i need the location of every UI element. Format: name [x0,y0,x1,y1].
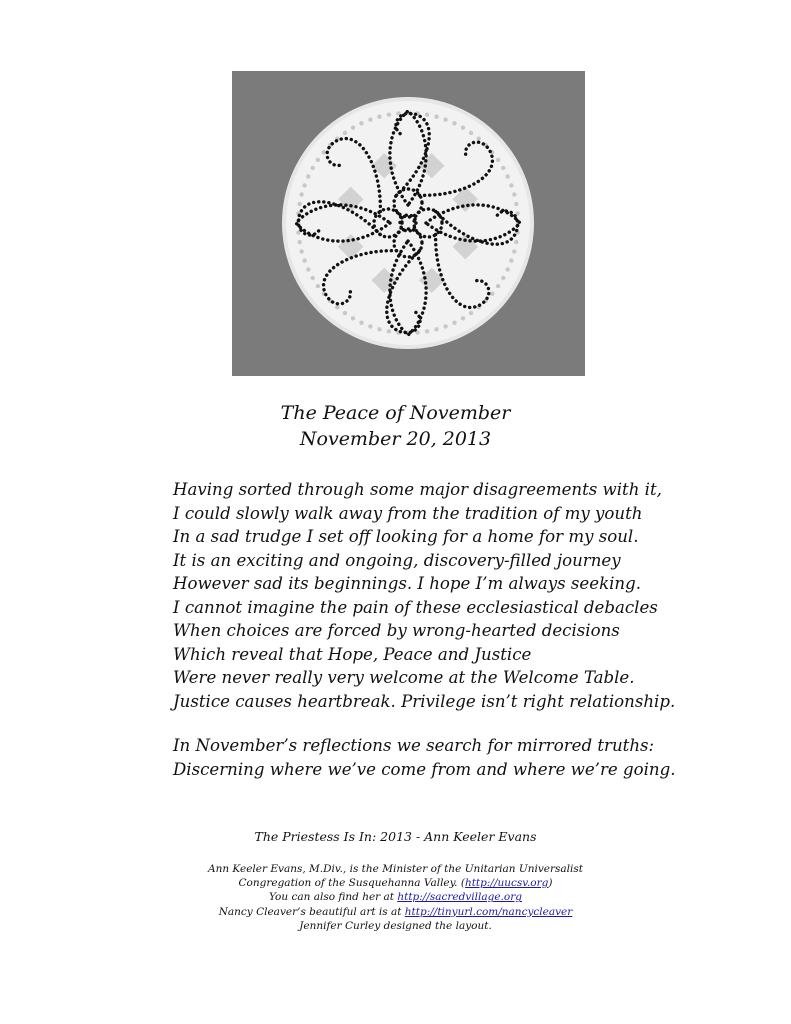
mandala-ring-dot [387,113,391,117]
mandala-ring-dot [501,166,505,170]
poem-date: November 20, 2013 [299,428,492,450]
mandala-ring-dot [434,327,438,331]
mandala-ring-dot [322,150,326,154]
stanza-break [173,713,773,734]
mandala-ring-dot [434,115,438,119]
credit-congregation-text: Congregation of the Susquehanna Valley. ( [238,877,465,890]
mandala-ring-dot [306,174,310,178]
mandala-ring-dot [509,183,513,187]
poem-line: Were never really very welcome at the Welcome Table. [173,668,635,687]
poem-line: Justice causes heartbreak. Privilege isn’t right relationship. [173,691,676,711]
mandala-ring-dot [512,192,516,196]
credit-congregation-close: ) [548,877,553,890]
poem-line: In a sad trudge I set off looking for a home for my soul. [173,527,639,546]
mandala-ring-dot [496,284,500,288]
poem-line: When choices are forced by wrong-hearted decisions [173,621,620,640]
mandala-ring-dot [343,131,347,135]
credit-find-her-text: You can also find her at [269,891,398,904]
mandala-ring-dot [509,258,513,262]
mandala-ring-dot [425,113,429,117]
mandala-ring-dot [443,117,447,121]
mandala-ring-dot [300,192,304,196]
uucsv-link[interactable]: http://uucsv.org [464,877,549,890]
credit-find-her [0,890,791,904]
mandala-ring-dot [443,324,447,328]
mandala-drawing [232,71,585,376]
credit-minister: Ann Keeler Evans, M.Div., is the Minister of the Unitarian Universalist [207,863,583,875]
mandala-ring-dot [343,311,347,315]
mandala-ring-dot [316,158,320,162]
sacredvillage-link[interactable]: http://sacredvillage.org [397,891,522,904]
mandala-ring-dot [316,284,320,288]
poem-line: However sad its beginnings. I hope I’m always seeking. [173,574,642,593]
credits-block [0,862,791,933]
credit-art-text: Nancy Cleaver’s beautiful art is at [218,905,405,918]
mandala-ring-dot [377,327,381,331]
mandala-ring-dot [425,329,429,333]
poem-line: In November’s reflections we search for mirrored truths: [173,736,655,755]
poem-body [173,478,773,781]
nancycleaver-link[interactable]: http://tinyurl.com/nancycleaver [404,905,573,918]
mandala-ring-dot [311,276,315,280]
credit-congregation [0,876,791,890]
mandala-ring-dot [514,240,518,244]
mandala-ring-dot [452,121,456,125]
mandala-ring-dot [368,117,372,121]
mandala-ring-dot [496,158,500,162]
mandala-disc [286,101,530,345]
credit-layout: Jennifer Curley designed the layout. [299,919,492,932]
poem-line: I cannot imagine the pain of these ecclesiastical debacles [173,597,658,617]
mandala-ring-dot [298,240,302,244]
poem-line: It is an exciting and ongoing, discovery-filled journey [173,550,621,570]
mandala-ring-dot [300,249,304,253]
poem-title: The Peace of November [280,402,511,424]
mandala-ring-dot [512,249,516,253]
mandala-ring-dot [514,202,518,206]
mandala-ring-dot [298,202,302,206]
poem-line: Which reveal that Hope, Peace and Justice [173,644,532,664]
mandala-ring-dot [452,321,456,325]
mandala-ring-dot [477,137,481,141]
mandala-ring-dot [490,292,494,296]
mandala-ring-dot [469,131,473,135]
poem-line: Discerning where we’ve come from and where we’re going. [173,759,676,779]
mandala-ring-dot [461,316,465,320]
mandala-ring-dot [501,276,505,280]
mandala-artwork [232,71,585,376]
mandala-ring-dot [306,267,310,271]
mandala-ring-dot [351,126,355,130]
mandala-ring-dot [469,311,473,315]
mandala-ring-dot [359,321,363,325]
mandala-ring-dot [387,329,391,333]
poem-line: I could slowly walk away from the tradition of my youth [173,503,643,523]
mandala-ring-dot [506,267,510,271]
mandala-ring-dot [302,258,306,262]
mandala-ring-dot [359,121,363,125]
mandala-ring-dot [506,174,510,178]
poem-line: Having sorted through some major disagreements with it, [173,480,662,499]
mandala-ring-dot [302,183,306,187]
mandala-ring-dot [377,115,381,119]
mandala-ring-dot [335,305,339,309]
collection-attribution: The Priestess Is In: 2013 - Ann Keeler Evans [254,829,537,844]
mandala-ring-dot [311,166,315,170]
mandala-ring-dot [368,324,372,328]
mandala-ring-dot [461,126,465,130]
credit-art [0,905,791,919]
mandala-ring-dot [351,316,355,320]
